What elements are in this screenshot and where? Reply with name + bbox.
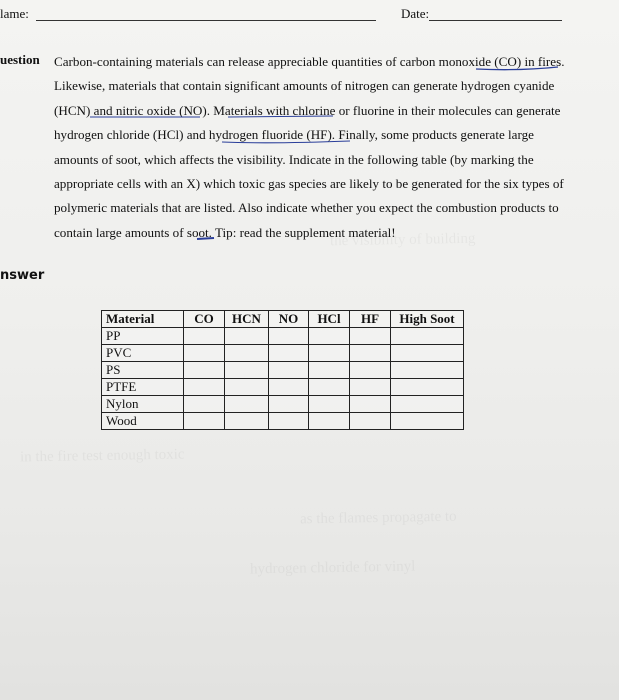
answer-cell[interactable]: [391, 345, 464, 362]
toxic-gas-table: [101, 310, 464, 430]
answer-cell[interactable]: [184, 396, 225, 413]
question-line: appropriate cells with an X) which toxic gas species are likely to be generated for the six types of: [54, 176, 564, 192]
question-line: contain large amounts of soot. Tip: read the supplement material!: [54, 224, 396, 240]
column-header-hcl: HCl: [309, 311, 350, 328]
answer-cell[interactable]: [350, 345, 391, 362]
answer-cell[interactable]: [391, 413, 464, 430]
answer-cell[interactable]: [225, 345, 269, 362]
answer-cell[interactable]: [350, 379, 391, 396]
table-row: [102, 413, 464, 430]
material-cell: Nylon: [102, 396, 184, 413]
bleed-through-text: [250, 559, 416, 579]
column-header-no: NO: [269, 311, 309, 328]
answer-cell[interactable]: [269, 362, 309, 379]
material-cell: Wood: [102, 413, 184, 430]
answer-cell[interactable]: [225, 396, 269, 413]
bleed-through-text: [300, 509, 457, 529]
answer-cell[interactable]: [269, 396, 309, 413]
answer-cell[interactable]: [225, 362, 269, 379]
answer-cell[interactable]: [309, 396, 350, 413]
question-line: polymeric materials that are listed. Also indicate whether you expect the combustion products to: [54, 200, 559, 216]
answer-cell[interactable]: [309, 413, 350, 430]
table-row: [102, 396, 464, 413]
answer-cell[interactable]: [269, 379, 309, 396]
column-header-high-soot: High Soot: [391, 311, 464, 328]
table-row: [102, 379, 464, 396]
table-row: [102, 328, 464, 345]
material-cell: PP: [102, 328, 184, 345]
question-line: Carbon-containing materials can release appreciable quantities of carbon monoxide (CO) in fires.: [54, 54, 565, 69]
answer-cell[interactable]: [391, 362, 464, 379]
answer-cell[interactable]: [269, 413, 309, 430]
material-cell: PS: [102, 362, 184, 379]
column-header-hf: HF: [350, 311, 391, 328]
answer-label: nswer: [0, 268, 45, 283]
table-header-row: [102, 311, 464, 328]
question-line: hydrogen chloride (HCl) and hydrogen fluoride (HF). Finally, some products generate large: [54, 127, 534, 143]
table-row: [102, 362, 464, 379]
material-cell: PTFE: [102, 379, 184, 396]
answer-cell[interactable]: [184, 362, 225, 379]
answer-cell[interactable]: [391, 328, 464, 345]
answer-cell[interactable]: [269, 328, 309, 345]
answer-cell[interactable]: [225, 413, 269, 430]
question-text: [54, 50, 569, 245]
table-row: [102, 345, 464, 362]
column-header-co: CO: [184, 311, 225, 328]
answer-cell[interactable]: [225, 328, 269, 345]
answer-cell[interactable]: [225, 379, 269, 396]
question-line: amounts of soot, which affects the visibility. Indicate in the following table (by marking the: [54, 151, 534, 167]
answer-cell[interactable]: [350, 396, 391, 413]
material-cell: PVC: [102, 345, 184, 362]
answer-cell[interactable]: [391, 379, 464, 396]
question-line: Likewise, materials that contain significant amounts of nitrogen can generate hydrogen cyanide: [54, 78, 555, 94]
answer-cell[interactable]: [309, 362, 350, 379]
answer-cell[interactable]: [350, 413, 391, 430]
name-label: lame:: [0, 6, 29, 21]
answer-cell[interactable]: [269, 345, 309, 362]
bleed-through-text: [20, 447, 185, 467]
answer-cell[interactable]: [350, 362, 391, 379]
answer-cell[interactable]: [184, 345, 225, 362]
date-label: Date:: [401, 6, 430, 21]
answer-cell[interactable]: [309, 379, 350, 396]
name-field[interactable]: [36, 20, 376, 21]
answer-cell[interactable]: [184, 328, 225, 345]
answer-cell[interactable]: [350, 328, 391, 345]
question-line: (HCN) and nitric oxide (NO). Materials with chlorine or fluorine in their molecules can generate: [54, 102, 561, 118]
question-label: uestion: [0, 52, 40, 67]
answer-cell[interactable]: [309, 345, 350, 362]
answer-cell[interactable]: [184, 379, 225, 396]
answer-cell[interactable]: [391, 396, 464, 413]
answer-cell[interactable]: [184, 413, 225, 430]
column-header-hcn: HCN: [225, 311, 269, 328]
column-header-material: Material: [102, 311, 184, 328]
answer-cell[interactable]: [309, 328, 350, 345]
date-field[interactable]: [429, 20, 562, 21]
